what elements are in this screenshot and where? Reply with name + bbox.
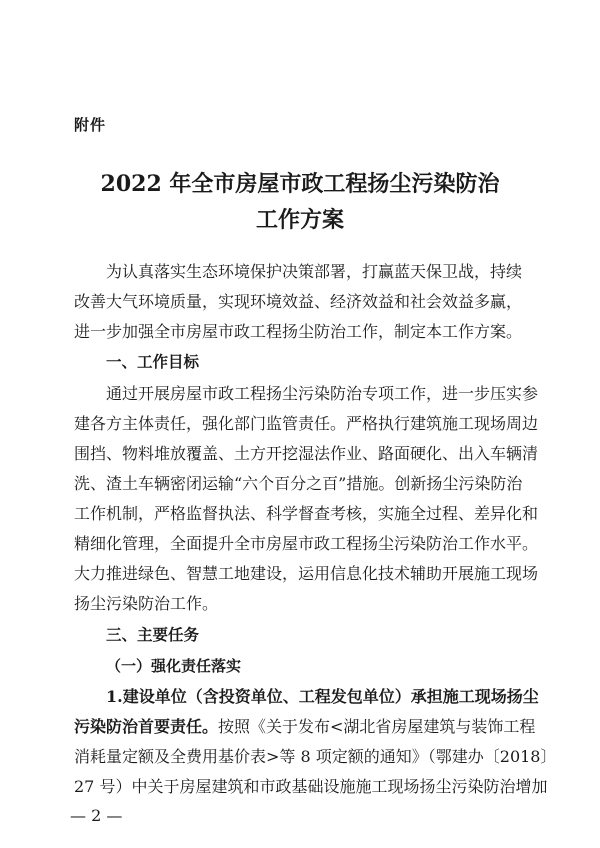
task-item-line: 1.建设单位（含投资单位、工程发包单位）承担施工现场扬尘 bbox=[106, 687, 539, 706]
section-heading-goals: 一、工作目标 bbox=[106, 353, 200, 371]
document-title bbox=[0, 166, 600, 238]
task-item-text: 按照《关于发布<湖北省房屋建筑与装饰工程 bbox=[218, 717, 536, 736]
attachment-label: 附件 bbox=[74, 116, 107, 134]
section-body-line: 洗、渣土车辆密闭运输“六个百分之百”措施。创新扬尘污染防治 bbox=[74, 474, 523, 493]
task-item-bold-text: 污染防治首要责任。 bbox=[74, 717, 219, 736]
subsection-heading: （一）强化责任落实 bbox=[106, 657, 242, 675]
section-heading-tasks: 三、主要任务 bbox=[106, 626, 200, 644]
intro-line: 改善大气环境质量，实现环境效益、经济效益和社会效益多赢， bbox=[74, 292, 523, 311]
section-body-line: 精细化管理，全面提升全市房屋市政工程扬尘污染防治工作水平。 bbox=[74, 534, 539, 553]
intro-line: 为认真落实生态环境保护决策部署，打赢蓝天保卫战，持续 bbox=[106, 262, 523, 281]
task-item-line: 消耗量定额及全费用基价表>等 8 项定额的通知》（鄂建办〔2018〕 bbox=[74, 747, 557, 766]
section-body-line: 大力推进绿色、智慧工地建设，运用信息化技术辅助开展施工现场 bbox=[74, 564, 539, 583]
section-body-line: 建各方主体责任，强化部门监管责任。严格执行建筑施工现场周边 bbox=[74, 414, 539, 433]
title-line-1: 2022 年全市房屋市政工程扬尘污染防治 bbox=[100, 171, 500, 197]
section-body-line: 通过开展房屋市政工程扬尘污染防治专项工作，进一步压实参 bbox=[106, 384, 539, 403]
task-item-line bbox=[74, 717, 535, 737]
task-item-line: 27 号）中关于房屋建筑和市政基础设施施工现场扬尘污染防治增加 bbox=[74, 777, 548, 796]
section-body-line: 工作机制，严格监督执法、科学督查考核，实施全过程、差异化和 bbox=[74, 504, 539, 523]
section-body-line: 扬尘污染防治工作。 bbox=[74, 594, 219, 613]
intro-line: 进一步加强全市房屋市政工程扬尘防治工作，制定本工作方案。 bbox=[74, 322, 523, 341]
section-body-line: 围挡、物料堆放覆盖、土方开挖湿法作业、路面硬化、出入车辆清 bbox=[74, 444, 539, 463]
page-number: — 2 — bbox=[70, 806, 123, 825]
title-line-2: 工作方案 bbox=[255, 207, 344, 233]
